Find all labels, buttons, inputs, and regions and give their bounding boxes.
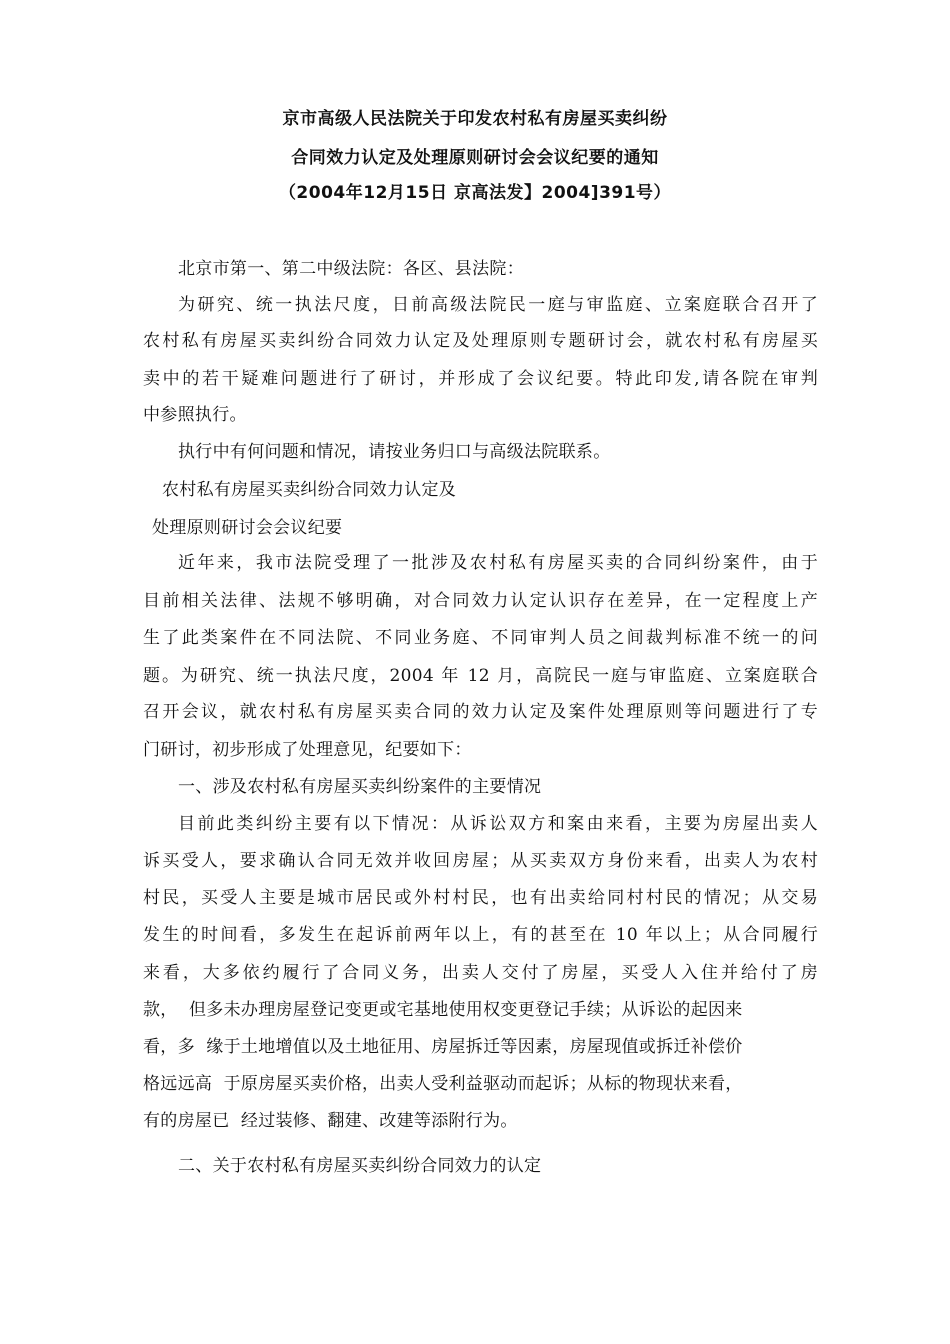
minutes-intro-line: 近年来，我市法院受理了一批涉及农村私有房屋买卖的合同纠纷案件，由于 xyxy=(178,553,818,573)
section-1-body-line: 目前此类纠纷主要有以下情况：从诉讼双方和案由来看，主要为房屋出卖人 xyxy=(178,814,818,834)
document-title-line-1: 京市高级人民法院关于印发农村私有房屋买卖纠纷 xyxy=(282,109,668,129)
addressee: 北京市第一、第二中级法院：各区、县法院： xyxy=(178,259,524,279)
section-1-body-line: 格远远高 于原房屋买卖价格，出卖人受利益驱动而起诉；从标的物现状来看， xyxy=(143,1074,743,1094)
section-1-body-line: 发生的时间看，多发生在起诉前两年以上，有的甚至在 10 年以上；从合同履行 xyxy=(143,925,818,945)
minutes-intro-line: 门研讨，初步形成了处理意见，纪要如下： xyxy=(143,740,472,760)
notice-paragraph-1-line: 中参照执行。 xyxy=(143,405,247,425)
notice-paragraph-1-line: 卖中的若干疑难问题进行了研讨，并形成了会议纪要。特此印发,请各院在审判 xyxy=(143,369,818,389)
document-reference-line: （2004年12月15日 京高法发】2004]391号） xyxy=(278,183,672,203)
notice-paragraph-2: 执行中有何问题和情况，请按业务归口与高级法院联系。 xyxy=(178,442,611,462)
section-1-body-line: 看，多 缘于土地增值以及土地征用、房屋拆迁等因素，房屋现值或拆迁补偿价 xyxy=(143,1037,743,1057)
minutes-intro-line: 召开会议，就农村私有房屋买卖合同的效力认定及案件处理原则等问题进行了专 xyxy=(143,702,818,722)
section-1-body-line: 有的房屋已 经过装修、翻建、改建等添附行为。 xyxy=(143,1111,518,1131)
section-1-body-line: 来看，大多依约履行了合同义务，出卖人交付了房屋，买受人入住并给付了房 xyxy=(143,963,818,983)
minutes-intro-line: 目前相关法律、法规不够明确，对合同效力认定认识存在差异，在一定程度上产 xyxy=(143,591,818,611)
minutes-intro-line: 生了此类案件在不同法院、不同业务庭、不同审判人员之间裁判标准不统一的问 xyxy=(143,628,818,648)
section-2-title: 二、关于农村私有房屋买卖纠纷合同效力的认定 xyxy=(178,1156,542,1176)
notice-paragraph-1-line: 为研究、统一执法尺度，日前高级法院民一庭与审监庭、立案庭联合召开了 xyxy=(178,295,818,315)
section-1-title: 一、涉及农村私有房屋买卖纠纷案件的主要情况 xyxy=(178,777,542,797)
section-1-body-line: 款， 但多未办理房屋登记变更或宅基地使用权变更登记手续；从诉讼的起因来 xyxy=(143,1000,743,1020)
section-1-body-line: 村民，买受人主要是城市居民或外村村民，也有出卖给同村村民的情况；从交易 xyxy=(143,888,818,908)
document-title-line-2: 合同效力认定及处理原则研讨会会议纪要的通知 xyxy=(291,148,659,168)
section-1-body-line: 诉买受人，要求确认合同无效并收回房屋；从买卖双方身份来看，出卖人为农村 xyxy=(143,851,818,871)
minutes-heading-line-2: 处理原则研讨会会议纪要 xyxy=(152,518,343,538)
minutes-intro-line: 题。为研究、统一执法尺度，2004 年 12 月，高院民一庭与审监庭、立案庭联合 xyxy=(143,666,818,686)
notice-paragraph-1-line: 农村私有房屋买卖纠纷合同效力认定及处理原则专题研讨会，就农村私有房屋买 xyxy=(143,331,818,351)
minutes-heading-line-1: 农村私有房屋买卖纠纷合同效力认定及 xyxy=(162,480,457,500)
